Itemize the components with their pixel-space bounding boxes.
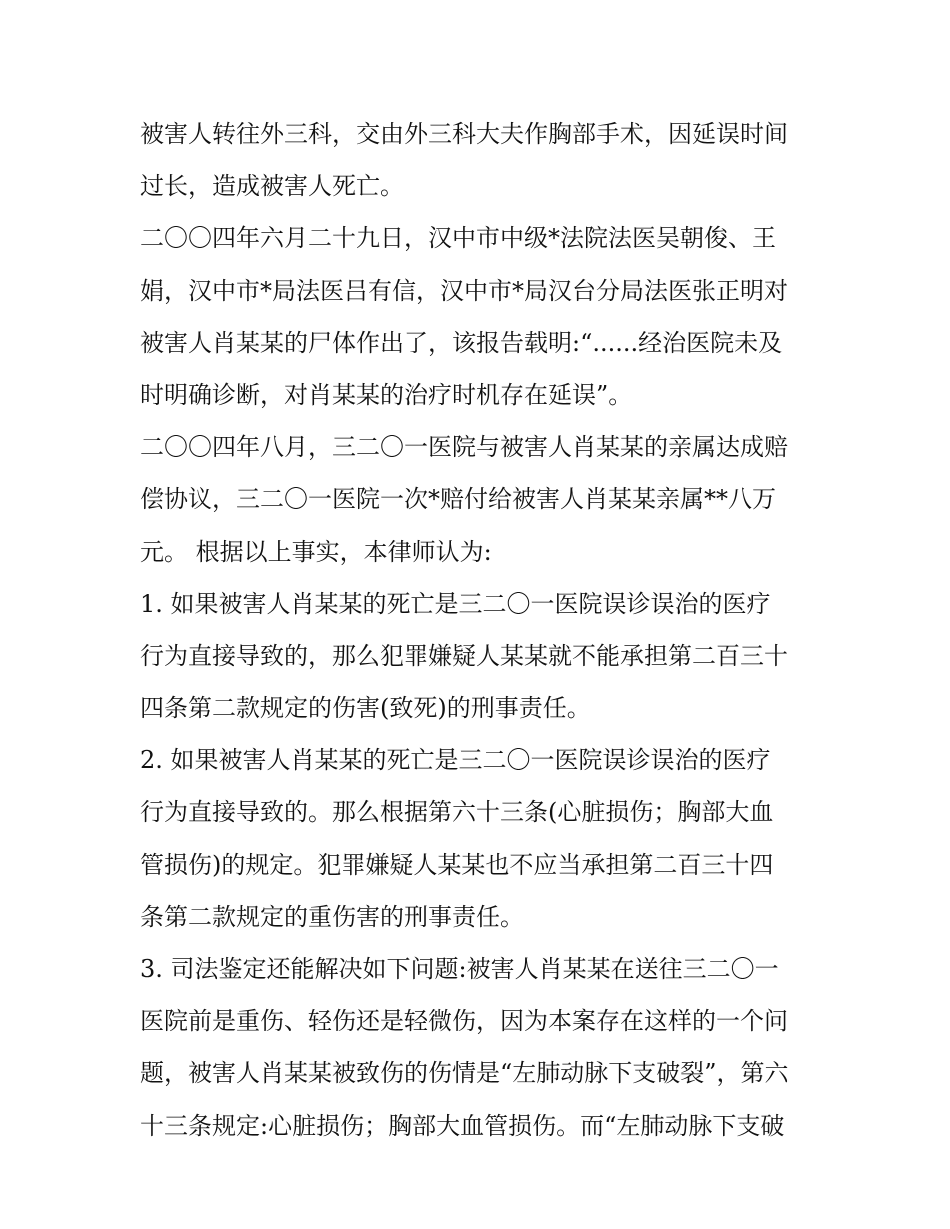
text-line: 偿协议，三二〇一医院一次*赔付给被害人肖某某亲属**八万	[140, 485, 776, 514]
list-item-1-line: 1. 如果被害人肖某某的死亡是三二〇一医院误诊误治的医疗	[140, 589, 771, 618]
text-line: 过长，造成被害人死亡。	[140, 172, 404, 201]
list-item-2-line: 2. 如果被害人肖某某的死亡是三二〇一医院误诊误治的医疗	[140, 746, 771, 775]
list-item-3-line: 题，被害人肖某某被致伤的伤情是“左肺动脉下支破裂”，第六	[140, 1059, 789, 1088]
text-line: 时明确诊断，对肖某某的治疗时机存在延误”。	[140, 380, 633, 409]
text-line: 二〇〇四年六月二十九日，汉中市中级*法院法医吴朝俊、王	[140, 224, 776, 253]
list-item-1-line: 四条第二款规定的伤害(致死)的刑事责任。	[140, 694, 591, 723]
list-item-3-line: 十三条规定:心脏损伤；胸部大血管损伤。而“左肺动脉下支破	[140, 1111, 785, 1140]
text-line: 二〇〇四年八月，三二〇一医院与被害人肖某某的亲属达成赔	[140, 433, 788, 462]
text-line: 元。 根据以上事实，本律师认为:	[140, 537, 492, 566]
list-item-2-line: 条第二款规定的重伤害的刑事责任。	[140, 902, 524, 931]
list-item-1-line: 行为直接导致的，那么犯罪嫌疑人某某就不能承担第二百三十	[140, 641, 788, 670]
text-line: 被害人肖某某的尸体作出了，该报告载明:“......经治医院未及	[140, 328, 783, 357]
list-item-3-line: 3. 司法鉴定还能解决如下问题:被害人肖某某在送往三二〇一	[140, 955, 779, 983]
list-item-3-line: 医院前是重伤、轻伤还是轻微伤，因为本案存在这样的一个问	[140, 1007, 788, 1036]
text-line: 娟，汉中市*局法医吕有信，汉中市*局汉台分局法医张正明对	[140, 276, 788, 305]
text-line: 被害人转往外三科，交由外三科大夫作胸部手术，因延误时间	[140, 120, 788, 148]
list-item-2-line: 行为直接导致的。那么根据第六十三条(心脏损伤；胸部大血	[140, 798, 774, 827]
document-body	[140, 108, 820, 1152]
list-item-2-line: 管损伤)的规定。犯罪嫌疑人某某也不应当承担第二百三十四	[140, 850, 774, 879]
